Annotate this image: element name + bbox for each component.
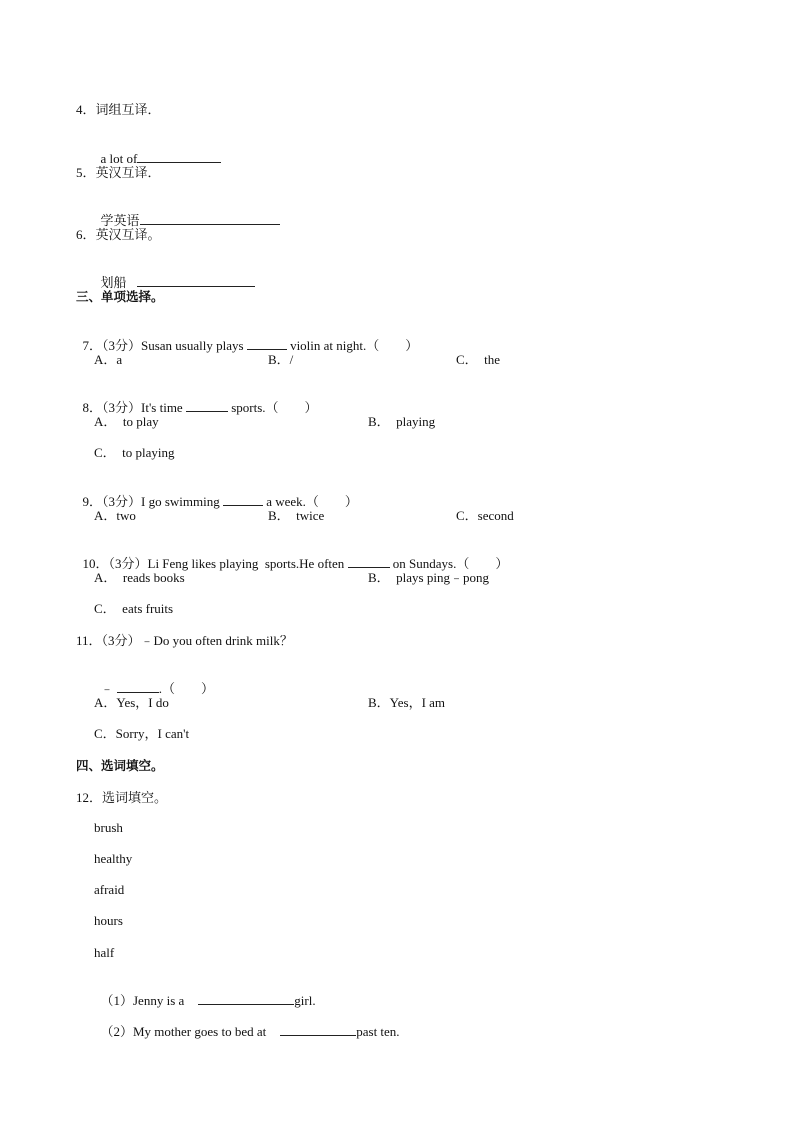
answer-blank[interactable]: [280, 1023, 356, 1036]
answer-blank[interactable]: [223, 493, 263, 506]
question-5-prompt: [94, 196, 280, 229]
question-7-text-b: violin at night.（ ）: [290, 338, 419, 353]
word-option: hours: [94, 913, 123, 928]
question-4-text: a lot of: [100, 151, 138, 166]
question-10-option-b[interactable]: B． plays ping﹣pong: [368, 570, 489, 585]
question-8-option-a[interactable]: A． to play: [94, 414, 159, 429]
sentence-2-text-b: past ten.: [356, 1024, 400, 1039]
question-9-option-a[interactable]: A．two: [94, 508, 136, 523]
answer-blank[interactable]: [137, 150, 221, 163]
question-7-option-b[interactable]: B．/: [268, 352, 294, 367]
sentence-2-text-a: （2）My mother goes to bed at: [100, 1024, 267, 1039]
question-7-text-a: 7．（3分）Susan usually plays: [82, 338, 244, 353]
dash-text: ﹣: [100, 681, 114, 696]
question-11-text-b: .（ ）: [158, 681, 215, 696]
question-10-option-a[interactable]: A． reads books: [94, 570, 185, 585]
question-12-title: 12．选词填空。: [76, 790, 168, 805]
question-6-prompt: [94, 258, 255, 291]
question-10-text-b: on Sundays.（ ）: [392, 556, 509, 571]
answer-blank[interactable]: [140, 212, 280, 225]
question-4-prompt: [94, 134, 221, 167]
answer-blank[interactable]: [117, 680, 159, 693]
question-5-title: 5．英汉互译．: [76, 165, 161, 180]
question-9-option-b[interactable]: B． twice: [268, 508, 325, 523]
question-7-stem: [76, 321, 418, 354]
question-8-text-a: 8．（3分）It's time: [82, 400, 183, 415]
word-option: healthy: [94, 851, 133, 866]
question-9-text-a: 9．（3分）I go swimming: [82, 494, 220, 509]
answer-blank[interactable]: [247, 337, 287, 350]
question-9-text-b: a week.（ ）: [266, 494, 358, 509]
question-10-text-a: 10．（3分）Li Feng likes playing sports.He often: [82, 556, 345, 571]
question-4-title: 4．词组互译．: [76, 102, 161, 117]
question-10-stem: [76, 539, 508, 572]
question-9-option-c[interactable]: C．second: [456, 508, 514, 523]
sentence-1-text-b: girl.: [294, 993, 316, 1008]
sentence-1-text-a: （1）Jenny is a: [100, 993, 185, 1008]
question-6-title: 6．英汉互译。: [76, 227, 161, 242]
answer-blank[interactable]: [198, 992, 294, 1005]
question-7-option-c[interactable]: C． the: [456, 352, 501, 367]
answer-blank[interactable]: [186, 399, 228, 412]
answer-blank[interactable]: [348, 555, 390, 568]
question-5-text: 学英语: [100, 213, 140, 228]
question-8-stem: [76, 383, 318, 416]
question-10-option-c[interactable]: C． eats fruits: [94, 601, 174, 616]
question-7-option-a[interactable]: A．a: [94, 352, 123, 367]
question-8-text-b: sports.（ ）: [231, 400, 318, 415]
question-6-text: 划船: [100, 275, 127, 290]
question-8-option-b[interactable]: B． playing: [368, 414, 436, 429]
answer-blank[interactable]: [137, 274, 255, 287]
section-4-heading: 四、选词填空。: [76, 759, 164, 773]
question-11-option-b[interactable]: B．Yes，I am: [368, 695, 446, 710]
word-option: afraid: [94, 882, 125, 897]
word-option: brush: [94, 820, 123, 835]
question-11-answer-line: [94, 664, 214, 697]
question-8-option-c[interactable]: C． to playing: [94, 445, 175, 460]
question-12-sentence-2: [94, 1007, 400, 1040]
question-11-stem: 11．（3分）﹣Do you often drink milk？: [76, 633, 293, 648]
question-11-option-c[interactable]: C．Sorry，I can't: [94, 726, 190, 741]
question-12-sentence-1: [94, 976, 316, 1009]
section-3-heading: 三、单项选择。: [76, 290, 164, 304]
word-option: half: [94, 945, 115, 960]
question-11-option-a[interactable]: A．Yes，I do: [94, 695, 169, 710]
question-9-stem: [76, 477, 358, 510]
